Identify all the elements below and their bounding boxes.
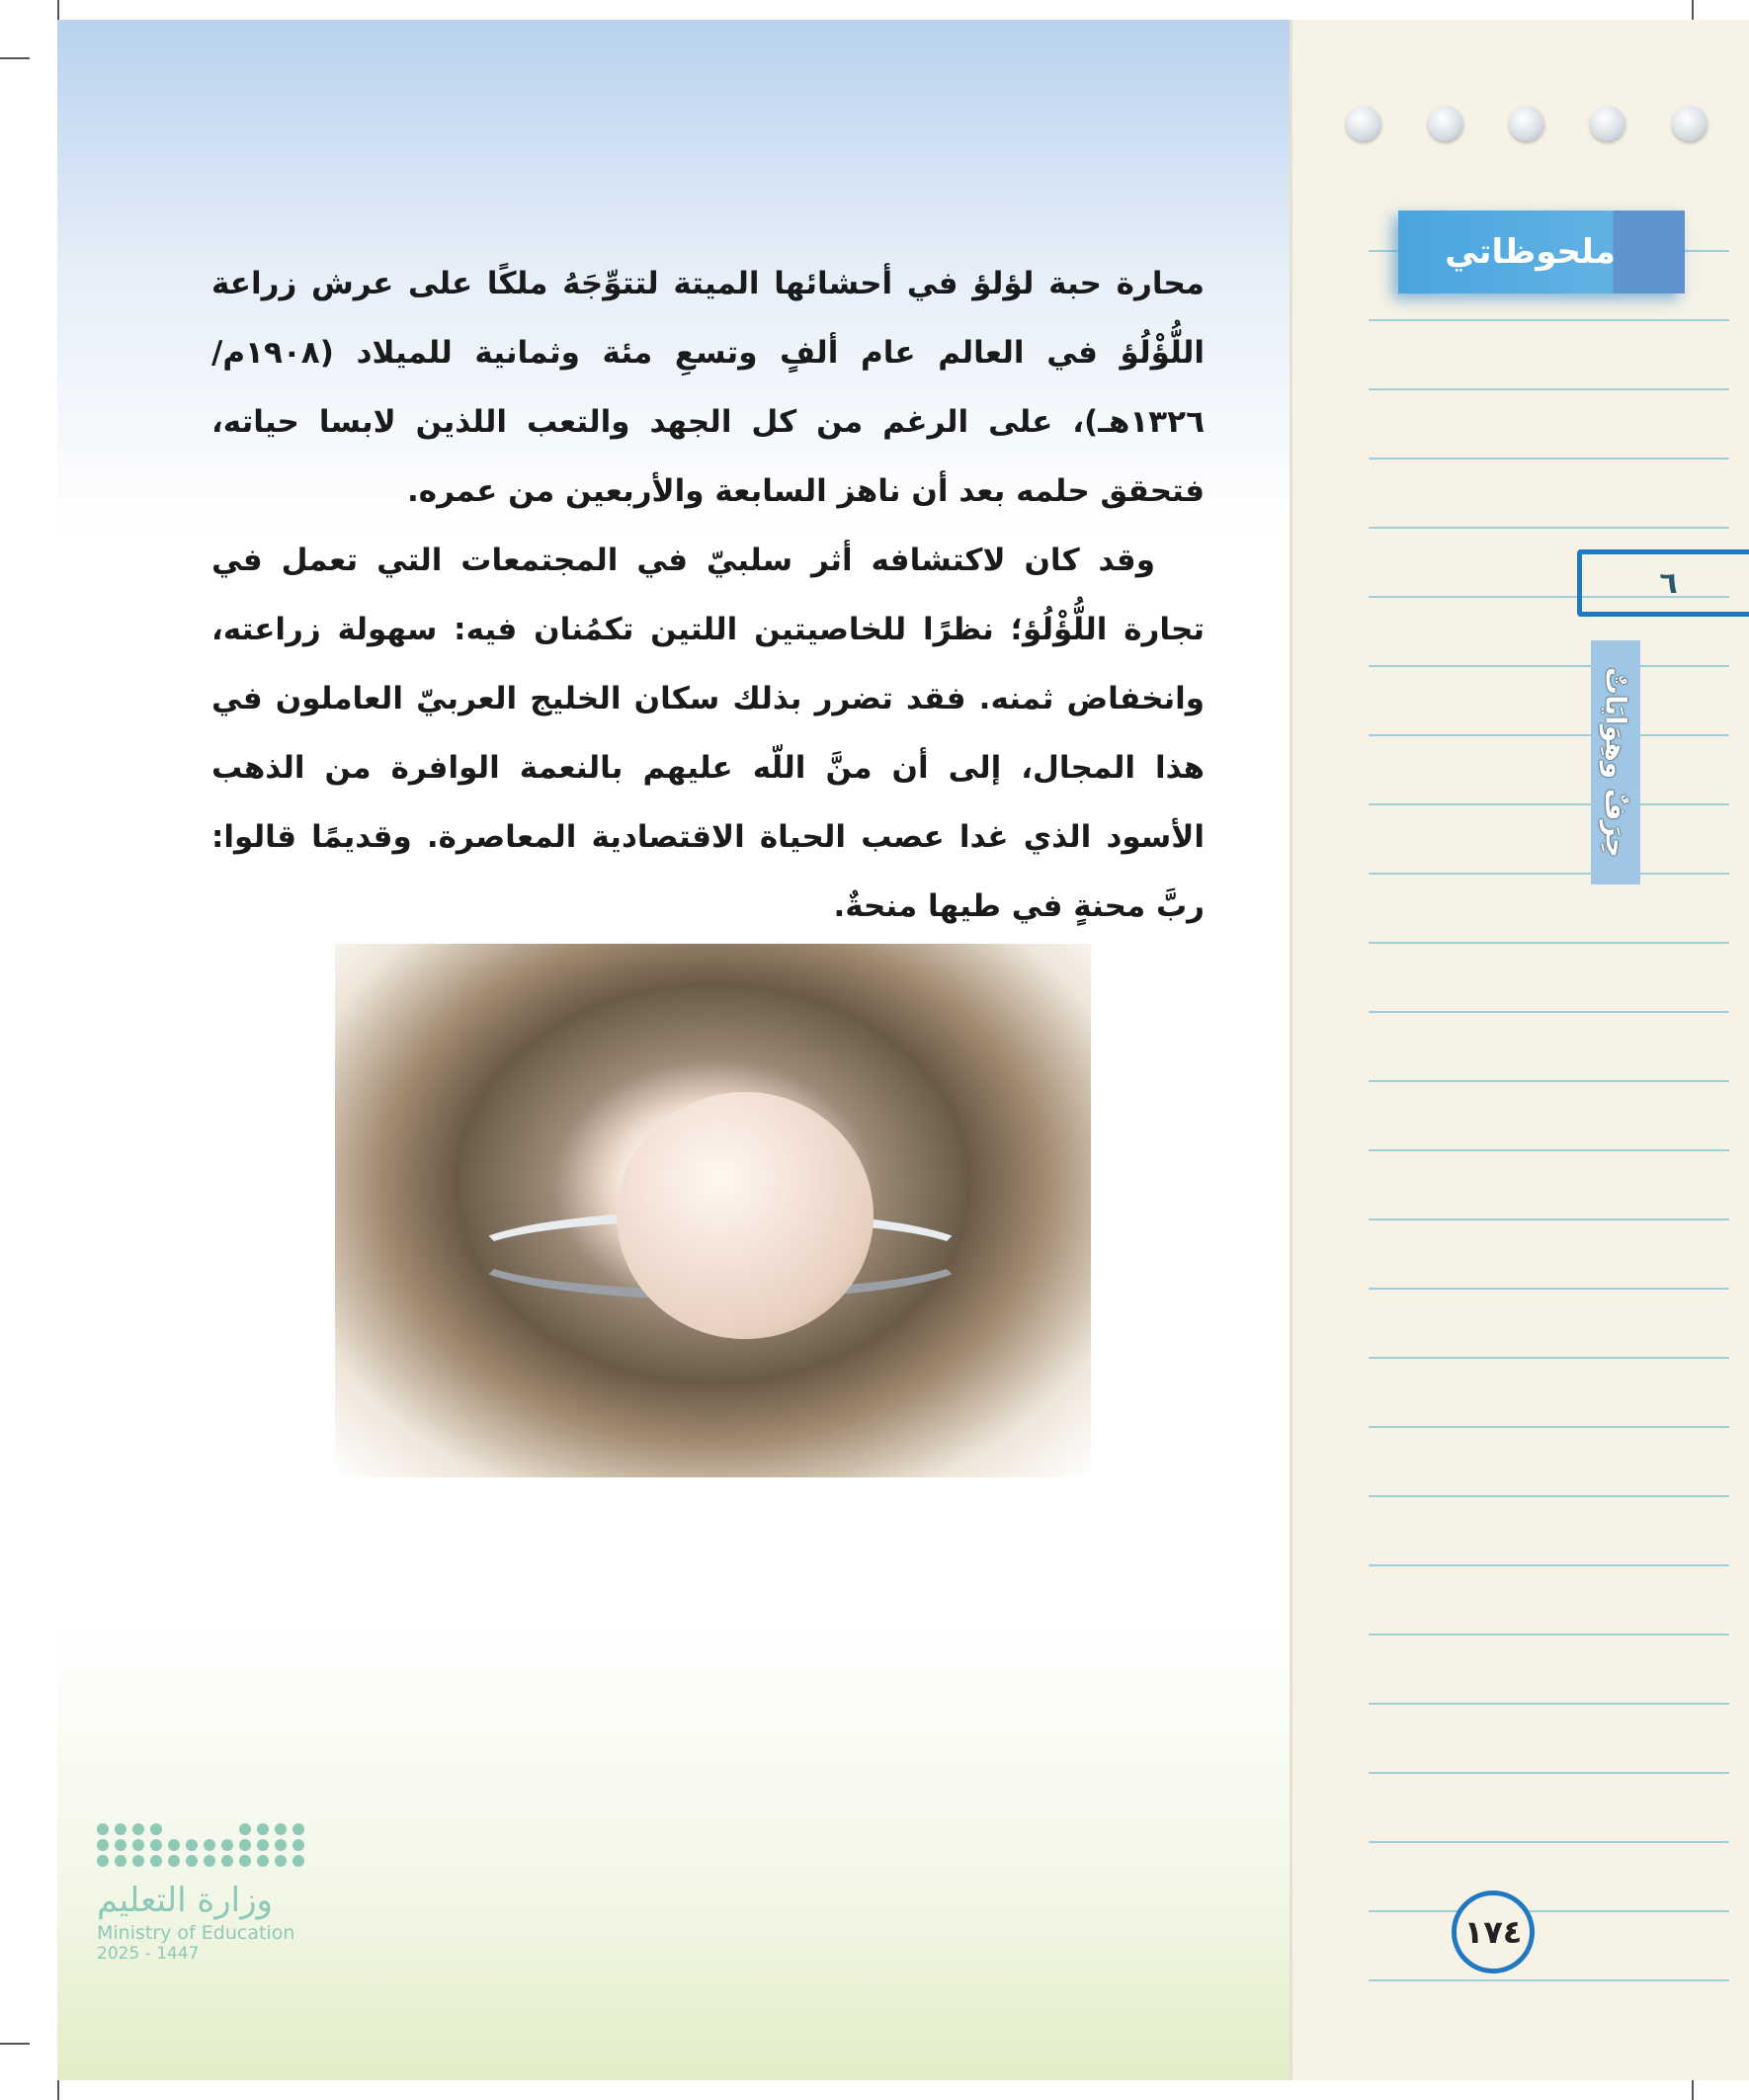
logo-dot (97, 1839, 109, 1851)
ruled-line (1369, 1910, 1729, 1912)
ruled-line (1369, 942, 1729, 944)
notes-title-tab (1398, 210, 1685, 294)
ruled-line (1369, 1357, 1729, 1359)
logo-dot (221, 1855, 233, 1867)
ruled-line (1369, 1564, 1729, 1566)
logo-dot (132, 1823, 144, 1835)
page-number-badge (1452, 1890, 1535, 1974)
logo-dot (132, 1839, 144, 1851)
logo-dots-icon (97, 1823, 314, 1867)
chapter-title-tab (1591, 640, 1640, 884)
ruled-line (1369, 1426, 1729, 1428)
logo-dot (292, 1855, 304, 1867)
pearl (617, 1092, 874, 1339)
logo-dot (150, 1839, 162, 1851)
logo-dot (132, 1855, 144, 1867)
logo-dot (97, 1823, 109, 1835)
logo-dot (239, 1855, 251, 1867)
crop-mark (0, 57, 30, 59)
ruled-line (1369, 665, 1729, 667)
chapter-number: ٦ (1659, 565, 1678, 601)
logo-arabic-text: وزارة التعليم (97, 1881, 273, 1920)
ruled-line (1369, 1772, 1729, 1774)
ruled-line (1369, 1218, 1729, 1220)
chapter-title: حِرَفٌ وهِوَايَاتٌ (1599, 666, 1632, 858)
logo-dot (275, 1823, 287, 1835)
logo-dot (168, 1855, 180, 1867)
ruled-line (1369, 1841, 1729, 1843)
logo-english-text: Ministry of Education (97, 1922, 295, 1944)
logo-dot (204, 1839, 215, 1851)
logo-dot (186, 1839, 198, 1851)
paragraph: محارة حبة لؤلؤ في أحشائها الميتة لتتوِّجَهُ ملكًا على عرش زراعة اللُّؤْلُؤ في العالم عام ألفٍ وتسعِ مئة وثمانية للميلاد (١٩٠٨م/ ١٣٢٦هـ)، على الرغم من كل الجهد والتعب اللذين لابسا حياته، فتحقق حلمه بعد أن ناهز السابعة والأربعين من عمره. (211, 266, 1205, 509)
ruled-line (1369, 319, 1729, 321)
chapter-number-box (1577, 549, 1749, 617)
logo-dot (257, 1823, 269, 1835)
binder-hole-icon (1672, 106, 1707, 141)
ruled-line (1369, 1703, 1729, 1705)
logo-dot (168, 1839, 180, 1851)
logo-dot (186, 1855, 198, 1867)
binder-hole-icon (1428, 106, 1463, 141)
page-number: ١٧٤ (1463, 1913, 1523, 1951)
logo-dot (239, 1823, 251, 1835)
binder-hole-icon (1509, 106, 1544, 141)
logo-dot (221, 1839, 233, 1851)
ruled-line (1369, 458, 1729, 460)
body-text (211, 249, 1205, 941)
ruled-line (1369, 1288, 1729, 1290)
logo-dot (115, 1839, 126, 1851)
logo-dot (150, 1823, 162, 1835)
paragraph: وقد كان لاكتشافه أثر سلبيّ في المجتمعات التي تعمل في تجارة اللُّؤْلُؤ؛ نظرًا للخاصيتين اللتين تكمُنان فيه: سهولة زراعته، وانخفاض ثمنه. فقد تضرر بذلك سكان الخليج العربيّ العاملون في هذا المجال، إلى أن منَّ اللّه عليهم بالنعمة الوافرة من الذهب الأسود الذي غدا عصب الحياة الاقتصادية المعاصرة. وقديمًا قالوا: ربَّ محنةٍ في طيها منحةٌ. (211, 543, 1205, 924)
ruled-line (1369, 734, 1729, 736)
logo-dot (115, 1823, 126, 1835)
logo-dot (97, 1855, 109, 1867)
logo-year: 2025 - 1447 (97, 1944, 200, 1964)
ruled-line (1369, 388, 1729, 390)
binder-hole-icon (1346, 106, 1381, 141)
logo-dot (275, 1839, 287, 1851)
ruled-line (1369, 1011, 1729, 1013)
logo-dot (292, 1839, 304, 1851)
logo-dot (239, 1839, 251, 1851)
ruled-line (1369, 873, 1729, 875)
logo-dot (257, 1839, 269, 1851)
notes-title: ملحوظاتي (1445, 232, 1616, 272)
ruled-line (1369, 803, 1729, 805)
logo-dot (204, 1855, 215, 1867)
logo-dot (275, 1855, 287, 1867)
logo-dot (115, 1855, 126, 1867)
ruled-line (1369, 1149, 1729, 1151)
binder-hole-icon (1590, 106, 1625, 141)
logo-dot (292, 1823, 304, 1835)
logo-dot (150, 1855, 162, 1867)
ministry-logo (97, 1823, 314, 1964)
logo-dot (257, 1855, 269, 1867)
ruled-line (1369, 1080, 1729, 1082)
ruled-line (1369, 1979, 1729, 1981)
ruled-line (1369, 1634, 1729, 1636)
pearl-ring-photo (335, 944, 1091, 1477)
crop-mark (0, 2043, 30, 2045)
ruled-line (1369, 1495, 1729, 1497)
ruled-line (1369, 527, 1729, 529)
